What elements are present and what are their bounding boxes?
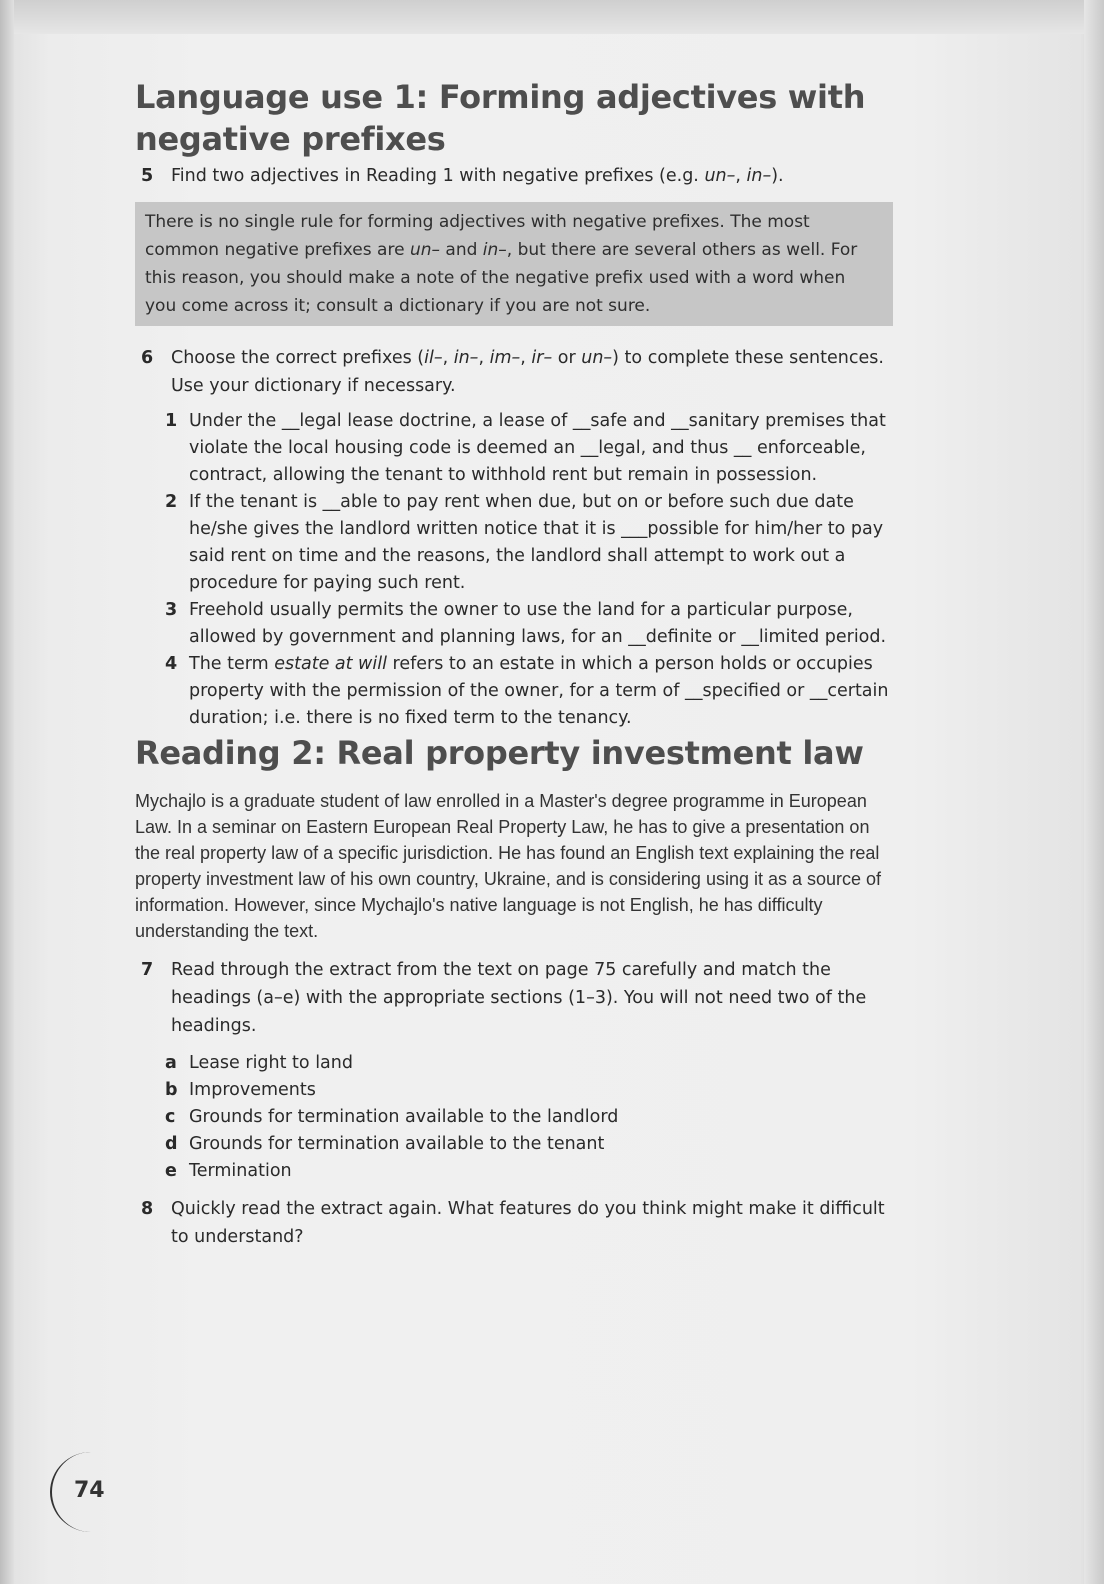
prefix-in: in–: [453, 348, 479, 368]
option-letter: e: [165, 1161, 177, 1181]
separator: or: [552, 348, 582, 368]
question-5: [141, 162, 905, 190]
question-text: ) to complete these sentences. Use your dictionary if necessary.: [171, 348, 884, 396]
question-7: [141, 956, 905, 1040]
item-text: Under the __legal lease doctrine, a lease of __safe and __sanitary premises that violate the local housing code is deemed an __legal, and thus __ enforceable, contract, allowing the tenant to withhold rent but remain in possession.: [189, 411, 886, 485]
question-text-end: ).: [771, 166, 784, 186]
option-letter: a: [165, 1053, 177, 1073]
option-text: Lease right to land: [189, 1053, 353, 1073]
prefix-un: un–: [581, 348, 613, 368]
scan-right-edge: [1084, 0, 1104, 1584]
question-text: Find two adjectives in Reading 1 with negative prefixes (e.g.: [171, 166, 705, 186]
section-heading-reading-2: Reading 2: Real property investment law: [135, 734, 864, 772]
separator: ,: [520, 348, 532, 368]
sentence-list: [165, 408, 905, 732]
example-prefix-in: in–: [746, 166, 772, 186]
item-text: The term: [189, 654, 275, 674]
info-text: There is no single rule for forming adjectives with negative prefixes. The most common negative prefixes are: [145, 212, 810, 260]
page-number-badge: [50, 1452, 132, 1532]
option-letter: b: [165, 1080, 178, 1100]
item-number: 2: [165, 492, 178, 512]
question-number: 5: [141, 166, 154, 186]
list-item: [165, 408, 905, 489]
scan-left-edge: [0, 0, 14, 1584]
list-item: [165, 1158, 905, 1185]
item-number: 3: [165, 600, 178, 620]
separator: ,: [735, 166, 747, 186]
item-number: 1: [165, 411, 178, 431]
info-prefix-in: in–: [482, 240, 507, 260]
page-number: 74: [74, 1478, 105, 1503]
option-letter: c: [165, 1107, 176, 1127]
option-text: Grounds for termination available to the landlord: [189, 1107, 619, 1127]
question-text: Choose the correct prefixes (: [171, 348, 425, 368]
option-text: Improvements: [189, 1080, 316, 1100]
list-item: [165, 489, 905, 597]
item-text: If the tenant is __able to pay rent when due, but on or before such due date he/she gives the landlord written notice that it is ___possible for him/her to pay said rent on time and the reasons, the landlord shall attempt to work out a procedure for paying such rent.: [189, 492, 884, 593]
item-text: Freehold usually permits the owner to use the land for a particular purpose, allowed by government and planning laws, for an __definite or __limited period.: [189, 600, 887, 647]
info-box: [135, 202, 893, 326]
option-text: Termination: [189, 1161, 292, 1181]
list-item: [165, 1104, 905, 1131]
info-text: , but there are several others as well. For this reason, you should make a note of the negative prefix used with a word when you come across it; consult a dictionary if you are not sure.: [145, 240, 858, 316]
question-text: Read through the extract from the text on page 75 carefully and match the headings (a–e) with the appropriate sections (1–3). You will not need two of the headings.: [171, 960, 867, 1036]
prefix-il: il–: [424, 348, 443, 368]
heading-options-list: [165, 1050, 905, 1185]
question-number: 6: [141, 348, 154, 368]
example-prefix-un: un–: [704, 166, 736, 186]
separator: ,: [442, 348, 454, 368]
question-8: [141, 1195, 905, 1251]
scan-top-edge: [0, 0, 1104, 34]
section-heading-language-use: Language use 1: Forming adjectives with negative prefixes: [135, 78, 866, 158]
prefix-ir: ir–: [531, 348, 553, 368]
option-text: Grounds for termination available to the tenant: [189, 1134, 605, 1154]
list-item: [165, 1050, 905, 1077]
option-letter: d: [165, 1134, 178, 1154]
info-text: and: [440, 240, 483, 260]
question-6: [141, 344, 905, 400]
list-item: [165, 1077, 905, 1104]
list-item: [165, 597, 905, 651]
list-item: [165, 651, 905, 732]
info-prefix-un: un–: [409, 240, 440, 260]
reading-intro-paragraph: Mychajlo is a graduate student of law enrolled in a Master's degree programme in European Law. In a seminar on Eastern European Real Property Law, he has to give a presentation on the real property law of a specific jurisdiction. He has found an English text explaining the real property investment law of his own country, Ukraine, and is considering using it as a source of information. However, since Mychajlo's native language is not English, he has difficulty understanding the text.: [135, 791, 882, 941]
separator: ,: [478, 348, 490, 368]
item-number: 4: [165, 654, 178, 674]
list-item: [165, 1131, 905, 1158]
item-text: refers to an estate in which a person holds or occupies property with the permission of the owner, for a term of __specified or __certain duration; i.e. there is no fixed term to the tenancy.: [189, 654, 889, 728]
question-number: 7: [141, 960, 154, 980]
question-text: Quickly read the extract again. What features do you think might make it difficult to understand?: [171, 1199, 885, 1247]
page-content: [135, 76, 905, 1251]
prefix-im: im–: [489, 348, 521, 368]
question-number: 8: [141, 1199, 154, 1219]
item-term: estate at will: [274, 654, 387, 674]
